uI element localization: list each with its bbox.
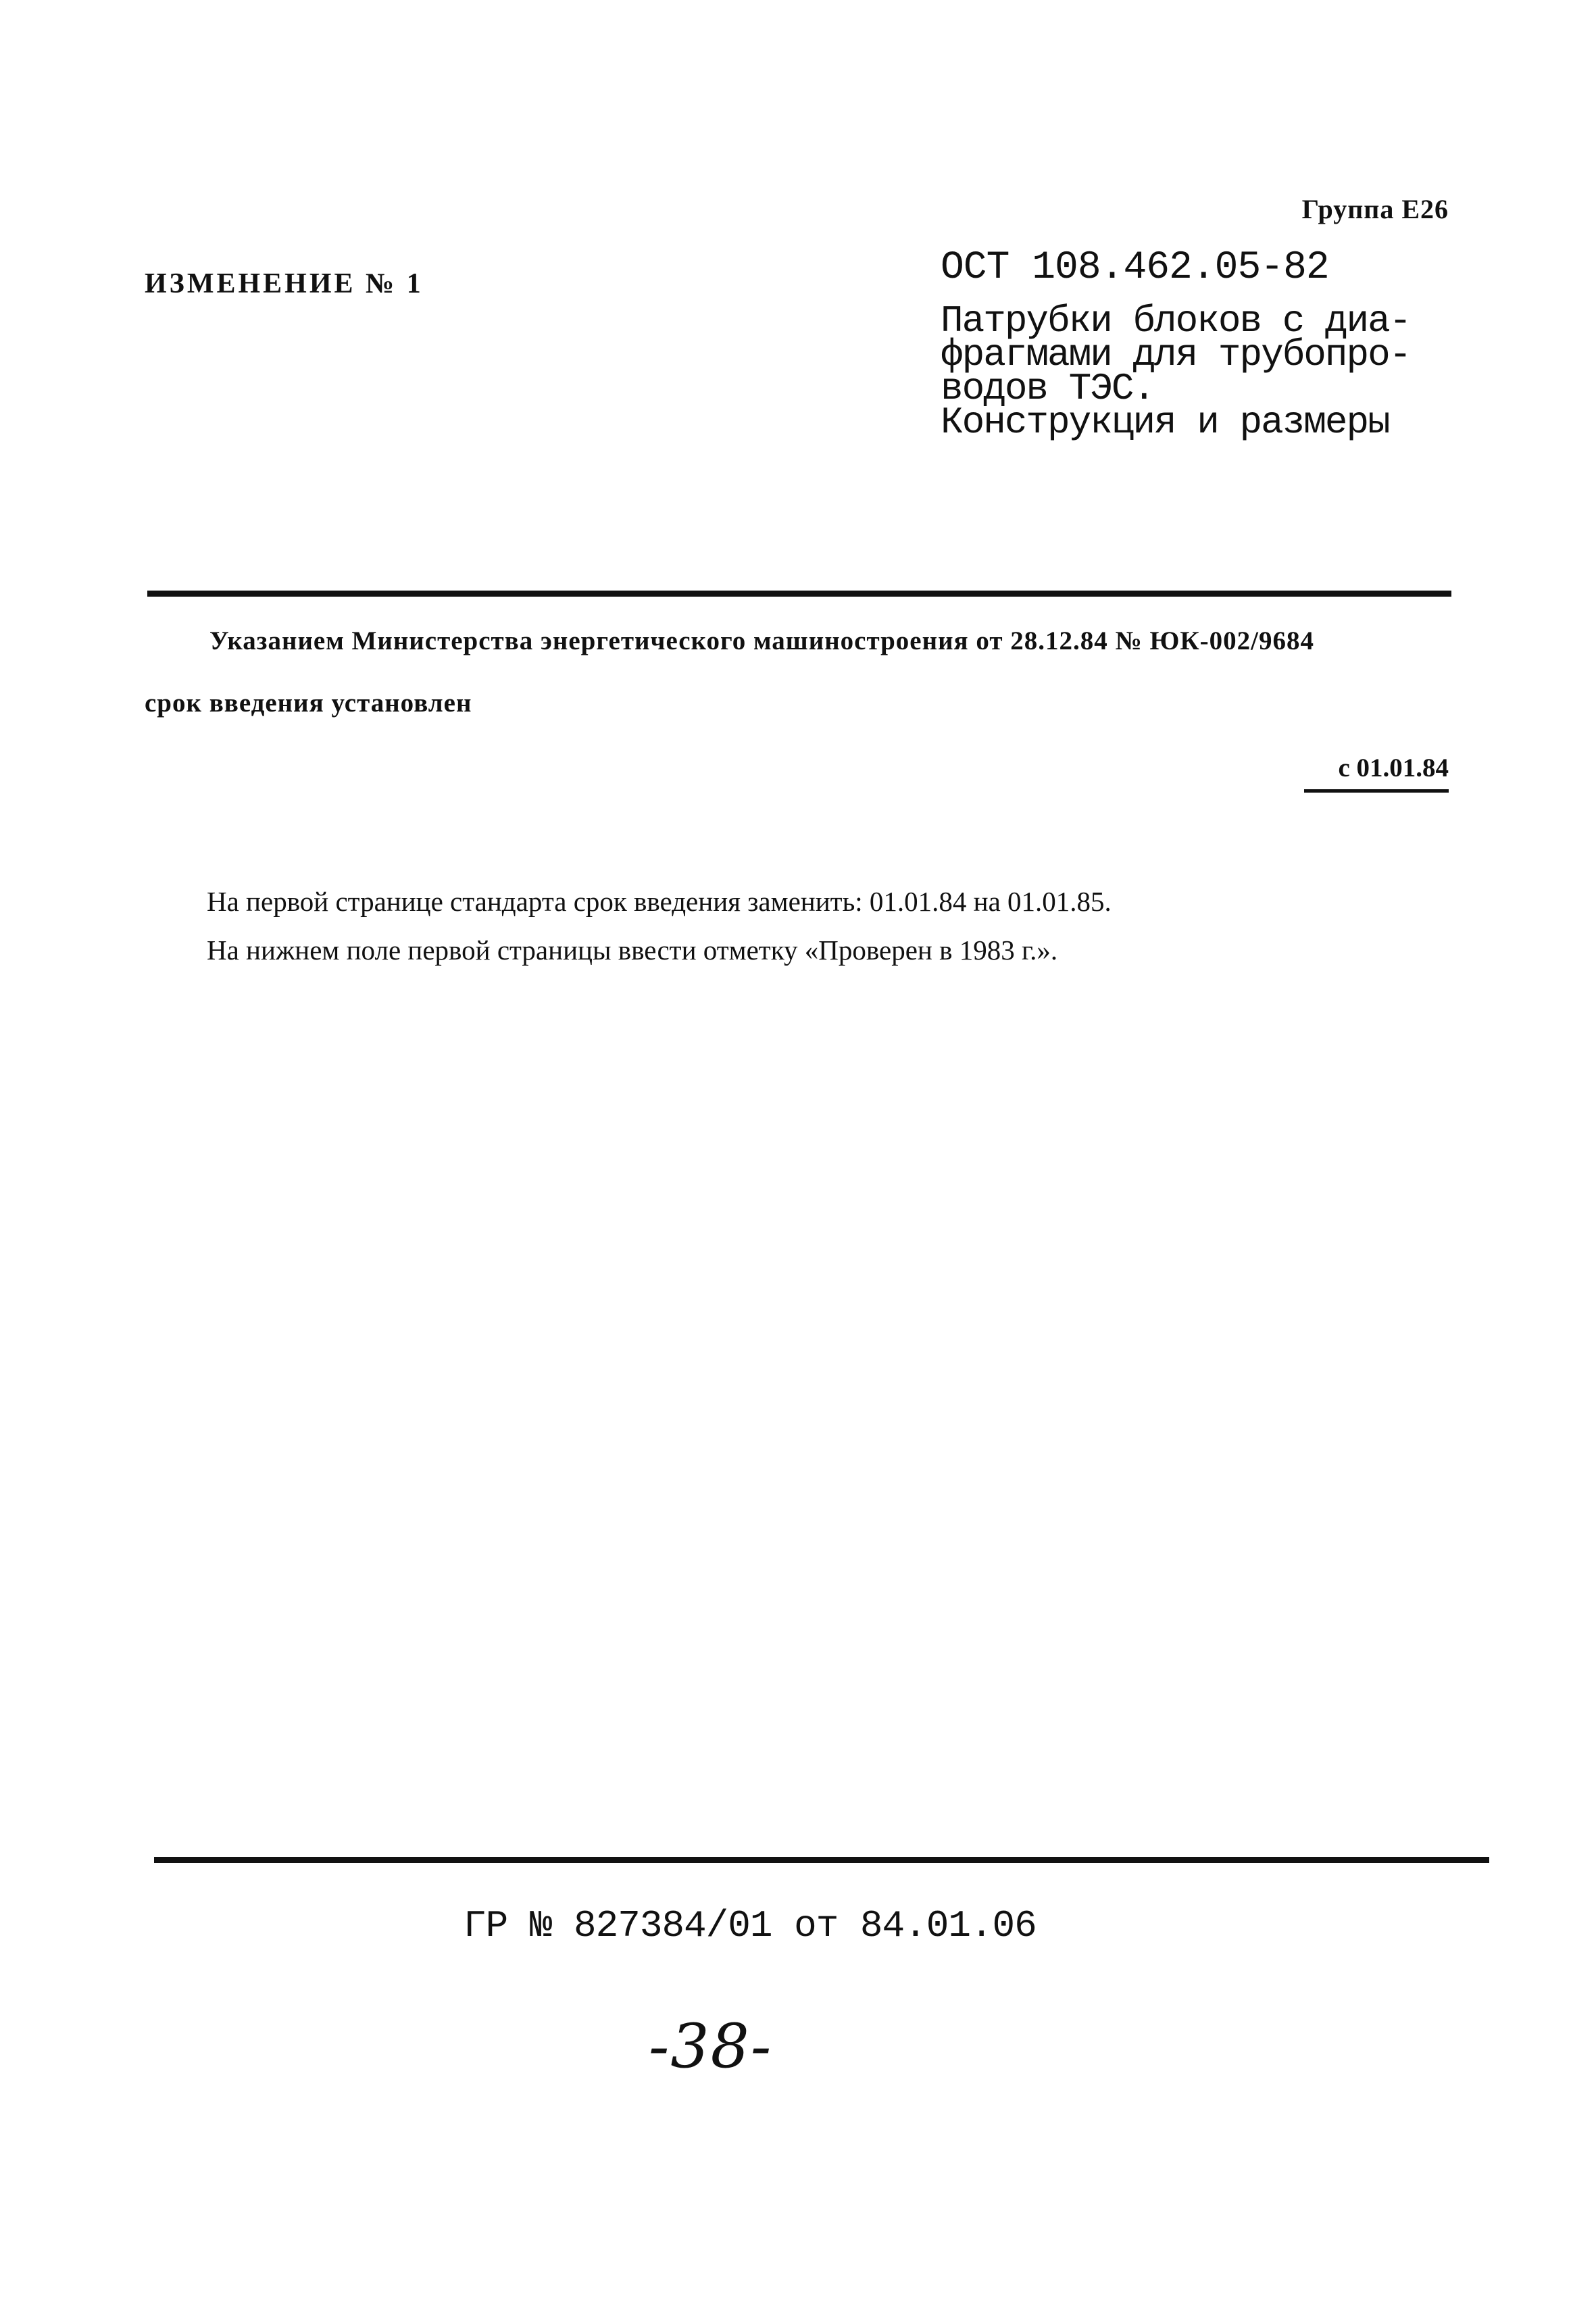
- change-title: ИЗМЕНЕНИЕ № 1: [145, 268, 424, 299]
- standard-title-line: Конструкция и размеры: [941, 401, 1389, 444]
- standard-code: ОСТ 108.462.05-82: [941, 246, 1329, 290]
- effective-date-underline: [1304, 789, 1449, 793]
- body-line: На нижнем поле первой страницы ввести отметку «Проверен в 1983 г.».: [207, 935, 1058, 966]
- effective-date: с 01.01.84: [1338, 753, 1449, 782]
- term-line: срок введения установлен: [145, 689, 472, 718]
- directive-line: Указанием Министерства энергетического машиностроения от 28.12.84 № ЮК-002/9684: [209, 626, 1315, 655]
- registration-number: ГР № 827384/01 от 84.01.06: [464, 1904, 1037, 1947]
- group-label: Группа Е26: [1301, 194, 1449, 224]
- standard-title: [941, 299, 1411, 444]
- top-divider: [147, 591, 1451, 597]
- body-line: На первой странице стандарта срок введения заменить: 01.01.84 на 01.01.85.: [207, 886, 1112, 917]
- standard-title-line: водов ТЭС.: [941, 367, 1155, 410]
- bottom-divider: [154, 1857, 1489, 1863]
- standard-title-line: Патрубки блоков с диа-: [941, 299, 1411, 343]
- standard-title-line: фрагмами для трубопро-: [941, 333, 1411, 376]
- page-number: -38-: [649, 2011, 773, 2082]
